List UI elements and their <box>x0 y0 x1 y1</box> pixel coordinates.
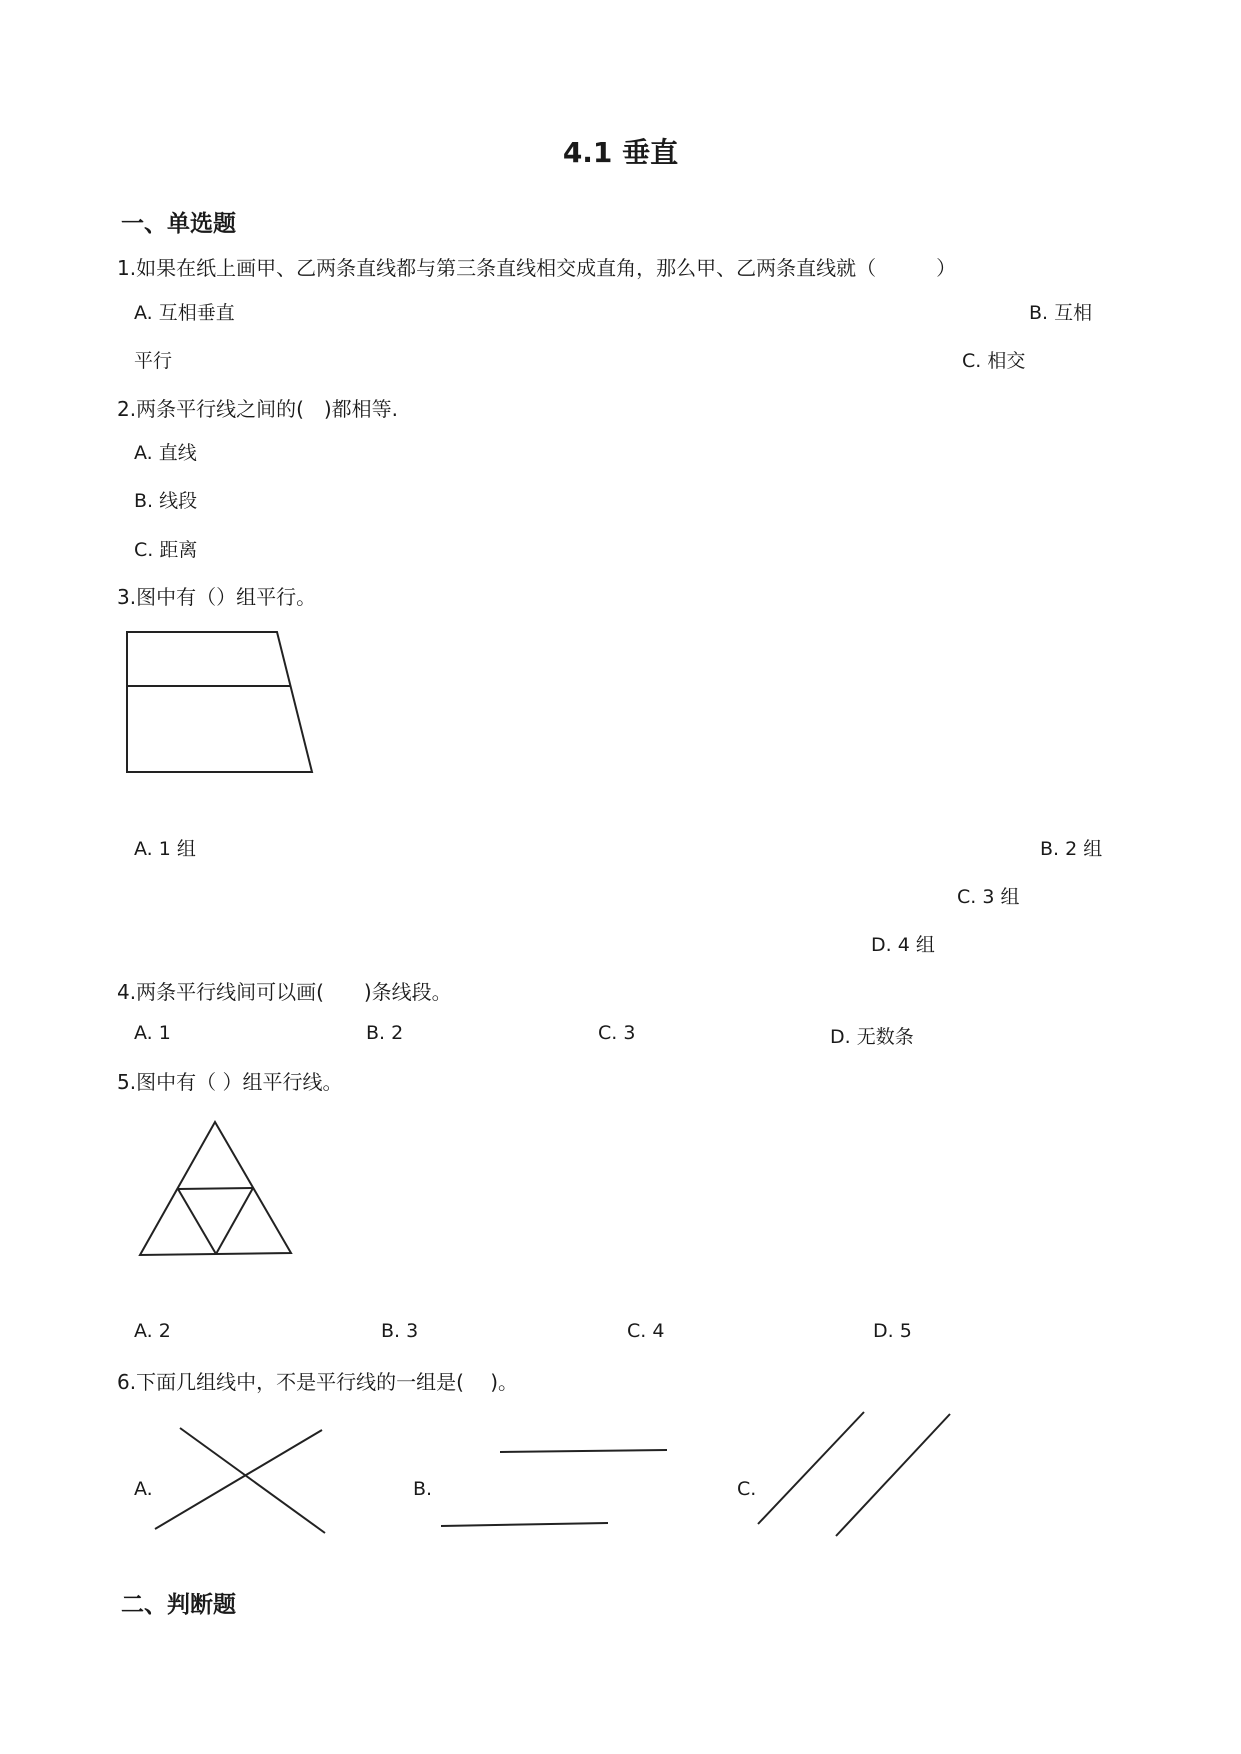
question-6-option-b[interactable]: B. <box>413 1478 433 1500</box>
question-3-option-b[interactable]: B. 2 组 <box>1040 838 1103 860</box>
question-3-option-c[interactable]: C. 3 组 <box>957 886 1020 908</box>
question-5-option-d[interactable]: D. 5 <box>873 1320 912 1342</box>
page-title: 4.1 垂直 <box>562 136 679 169</box>
question-2-text: 2.两条平行线之间的( )都相等. <box>117 397 399 421</box>
question-5-text: 5.图中有（ ）组平行线。 <box>117 1070 343 1094</box>
question-1-option-b-continued[interactable]: 平行 <box>134 350 173 372</box>
question-2-option-c[interactable]: C. 距离 <box>134 539 198 561</box>
question-3-text: 3.图中有（）组平行。 <box>117 585 317 609</box>
question-4-option-c[interactable]: C. 3 <box>598 1022 636 1044</box>
question-6-option-c-diagonal-lines <box>0 0 1 1</box>
question-5-option-c[interactable]: C. 4 <box>627 1320 665 1342</box>
question-4-option-b[interactable]: B. 2 <box>366 1022 404 1044</box>
question-5-option-a[interactable]: A. 2 <box>134 1320 171 1342</box>
question-5-option-b[interactable]: B. 3 <box>381 1320 419 1342</box>
question-4-option-d[interactable]: D. 无数条 <box>830 1026 914 1048</box>
question-1-option-a[interactable]: A. 互相垂直 <box>134 302 235 324</box>
question-6-option-c[interactable]: C. <box>737 1478 757 1500</box>
question-3-option-a[interactable]: A. 1 组 <box>134 838 196 860</box>
question-1-option-c[interactable]: C. 相交 <box>962 350 1026 372</box>
section-heading-single-choice: 一、单选题 <box>121 211 236 237</box>
question-1-text: 1.如果在纸上画甲、乙两条直线都与第三条直线相交成直角，那么甲、乙两条直线就（ ） <box>117 256 957 280</box>
section-heading-true-false: 二、判断题 <box>121 1592 236 1618</box>
question-1-option-b[interactable]: B. 互相 <box>1029 302 1093 324</box>
question-4-text: 4.两条平行线间可以画( )条线段。 <box>117 980 452 1004</box>
question-6-text: 6.下面几组线中，不是平行线的一组是( )。 <box>117 1370 519 1394</box>
question-2-option-b[interactable]: B. 线段 <box>134 490 198 512</box>
question-4-option-a[interactable]: A. 1 <box>134 1022 171 1044</box>
question-2-option-a[interactable]: A. 直线 <box>134 442 197 464</box>
question-6-option-a[interactable]: A. <box>134 1478 153 1500</box>
question-3-option-d[interactable]: D. 4 组 <box>871 934 935 956</box>
